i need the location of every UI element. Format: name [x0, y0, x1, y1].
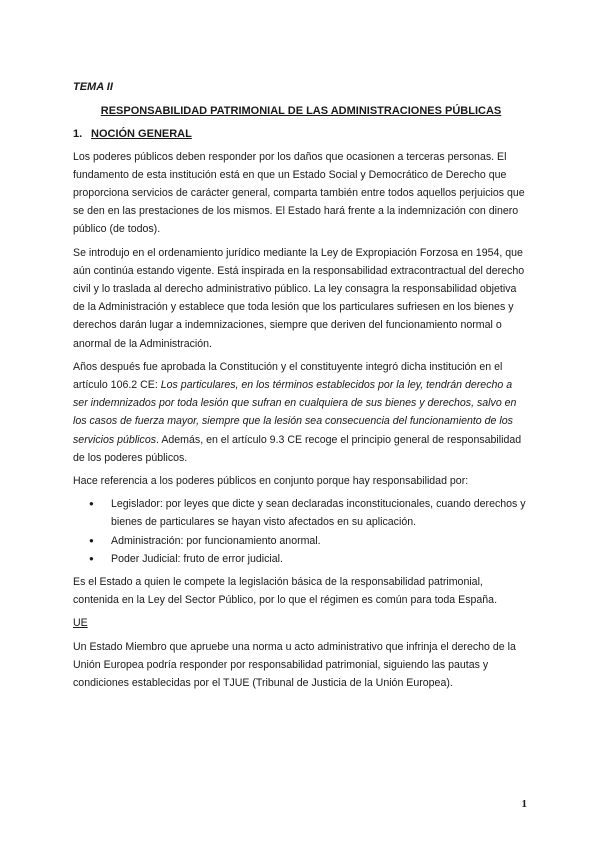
- section-heading: [73, 125, 529, 143]
- document-body: [73, 78, 529, 697]
- paragraph-3: [73, 358, 529, 467]
- page-number: 1: [521, 798, 527, 810]
- paragraph-4: Hace referencia a los poderes públicos en conjunto porque hay responsabilidad por:: [73, 475, 469, 488]
- paragraph-5: Es el Estado a quien le compete la legislación básica de la responsabilidad patrimonial, contenida en la Ley del Sector Público, por lo que el régimen es común para toda España.: [73, 576, 498, 607]
- list-item: ● Poder Judicial: fruto de error judicial.: [111, 550, 529, 568]
- tema-heading: TEMA II: [73, 81, 113, 93]
- section-title: NOCIÓN GENERAL: [91, 128, 192, 141]
- paragraph-1: Los poderes públicos deben responder por los daños que ocasionen a terceras personas. El fundamento de esta institución está en que un Estado Social y Democrático de Derecho que proporciona servicios de carácter general, comparta también entre todos aquellos perjuicios que se den en las prestaciones de los mismos. El Estado hará frente a la indemnización con dinero público (de todos).: [73, 150, 525, 236]
- constitution-quote: Los particulares, en los términos establecidos por la ley, tendrán derecho a ser indemnizados por toda lesión que sufran en cualquiera de sus bienes y derechos, salvo en los casos de fuerza mayor, siempre que la lesión sea consecuencia del funcionamiento de los servicios públicos: [73, 379, 517, 446]
- paragraph-2: Se introdujo en el ordenamiento jurídico mediante la Ley de Expropiación Forzosa en 1954, que aún continúa estando vigente. Está inspirada en la responsabilidad extracontractual del derecho civil y lo traslada al derecho administrativo público. La ley consagra la responsabilidad objetiva de la Administración y establece que toda lesión que los particulares sufriesen en los bienes y derechos darán lugar a indemnizaciones, siempre que deriven del funcionamiento normal o anormal de la Administración.: [73, 246, 525, 350]
- ue-heading: UE: [73, 617, 88, 630]
- responsibility-list: [73, 495, 529, 568]
- paragraph-6: Un Estado Miembro que apruebe una norma u acto administrativo que infrinja el derecho de la Unión Europea podría responder por responsabilidad patrimonial, siguiendo las pautas y condiciones establecidas por el TJUE (Tribunal de Justicia de la Unión Europea).: [73, 640, 516, 690]
- list-item: ● Legislador: por leyes que dicte y sean declaradas inconstitucionales, cuando derechos y bienes de particulares se hayan visto afectados en su aplicación.: [111, 495, 529, 531]
- paragraph-3-intro: Años después fue aprobada la Constitución y el constituyente integró dicha institución en el artículo 106.2 CE:: [73, 360, 503, 392]
- list-item: ● Administración: por funcionamiento anormal.: [111, 532, 529, 550]
- paragraph-3-outro: . Además, en el artículo 9.3 CE recoge el principio general de responsabilidad de los poderes públicos.: [73, 433, 522, 464]
- document-title: RESPONSABILIDAD PATRIMONIAL DE LAS ADMINISTRACIONES PÚBLICAS: [100, 105, 502, 118]
- section-number: 1.: [73, 128, 83, 141]
